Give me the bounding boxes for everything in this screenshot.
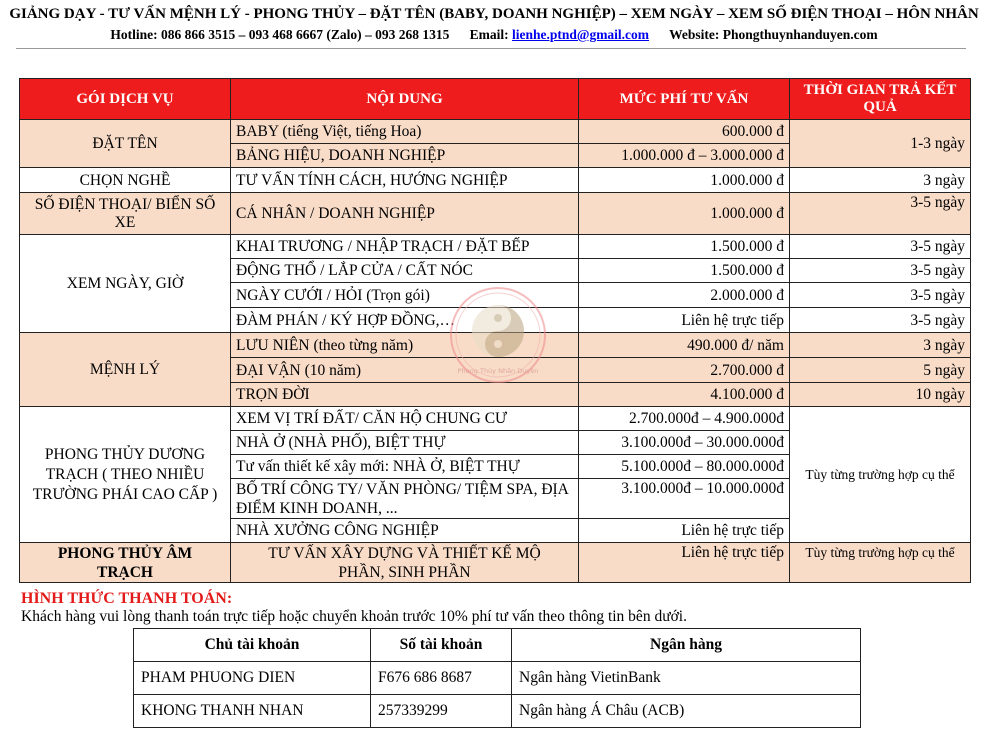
row-content: ĐÀM PHÁN / KÝ HỢP ĐỒNG,…: [231, 308, 579, 333]
row-content: NHÀ XƯỞNG CÔNG NGHIỆP: [231, 519, 579, 543]
row-time: 3-5 ngày: [790, 193, 971, 235]
payment-title: HÌNH THỨC THANH TOÁN:: [21, 590, 233, 607]
website: Website: Phongthuynhanduyen.com: [669, 27, 878, 42]
row-fee: Liên hệ trực tiếp: [579, 308, 790, 333]
contact-line: [0, 27, 988, 43]
row-fee: 3.100.000đ – 10.000.000đ: [579, 479, 790, 519]
row-content: ĐỘNG THỔ / LẮP CỬA / CẤT NÓC: [231, 259, 579, 283]
services-line: GIẢNG DẠY - TƯ VẤN MỆNH LÝ - PHONG THỦY – ĐẶT TÊN (BABY, DOANH NGHIỆP) – XEM NGÀY – XEM SỐ ĐIỆN THOẠI – HÔN NHÂN: [9, 6, 979, 22]
account-owner: KHONG THANH NHAN: [134, 695, 371, 728]
row-content: Tư vấn thiết kế xây mới: NHÀ Ở, BIỆT THỰ: [231, 455, 579, 479]
email-label: Email:: [469, 27, 509, 42]
row-content: NGÀY CƯỚI / HỎI (Trọn gói): [231, 283, 579, 308]
table-row: [20, 407, 971, 431]
row-time: 3 ngày: [790, 333, 971, 358]
col-header-time: THỜI GIAN TRẢ KẾT QUẢ: [790, 79, 971, 120]
row-fee: Liên hệ trực tiếp: [579, 543, 790, 583]
group-naming: ĐẶT TÊN: [20, 120, 231, 168]
row-fee: 1.000.000 đ: [579, 168, 790, 193]
account-bank: Ngân hàng VietinBank: [512, 662, 861, 695]
row-time: Tùy từng trường hợp cụ thể: [790, 543, 971, 583]
group-date-selection: XEM NGÀY, GIỜ: [20, 235, 231, 333]
row-content: CÁ NHÂN / DOANH NGHIỆP: [231, 193, 579, 235]
table-row: [20, 235, 971, 259]
row-content: KHAI TRƯƠNG / NHẬP TRẠCH / ĐẶT BẾP: [231, 235, 579, 259]
col-header-owner: Chủ tài khoản: [134, 629, 371, 662]
row-fee: 490.000 đ/ năm: [579, 333, 790, 358]
row-content: TRỌN ĐỜI: [231, 383, 579, 407]
row-fee: 1.500.000 đ: [579, 235, 790, 259]
row-fee: 2.700.000đ – 4.900.000đ: [579, 407, 790, 431]
row-content: LƯU NIÊN (theo từng năm): [231, 333, 579, 358]
row-fee: 600.000 đ: [579, 120, 790, 144]
table-row: [20, 168, 971, 193]
account-owner: PHAM PHUONG DIEN: [134, 662, 371, 695]
row-content: TƯ VẤN TÍNH CÁCH, HƯỚNG NGHIỆP: [231, 168, 579, 193]
row-fee: 1.000.000 đ – 3.000.000 đ: [579, 144, 790, 168]
row-time: 3-5 ngày: [790, 259, 971, 283]
table-row: [20, 120, 971, 144]
row-fee: 2.000.000 đ: [579, 283, 790, 308]
account-number: F676 686 8687: [371, 662, 512, 695]
row-content: TƯ VẤN XÂY DỰNG VÀ THIẾT KẾ MỘ PHẦN, SINH PHẦN: [231, 543, 579, 583]
table-row: [20, 193, 971, 235]
row-time: 3-5 ngày: [790, 283, 971, 308]
group-destiny: MỆNH LÝ: [20, 333, 231, 407]
row-fee: 5.100.000đ – 80.000.000đ: [579, 455, 790, 479]
table-row: [20, 333, 971, 358]
row-content: NHÀ Ở (NHÀ PHỐ), BIỆT THỰ: [231, 431, 579, 455]
hotline: Hotline: 086 866 3515 – 093 468 6667 (Zalo) – 093 268 1315: [110, 27, 450, 42]
col-header-number: Số tài khoản: [371, 629, 512, 662]
table-row: [134, 662, 861, 695]
header-divider: [16, 48, 966, 49]
service-price-table: [19, 78, 971, 583]
row-content: BABY (tiếng Việt, tiếng Hoa): [231, 120, 579, 144]
row-time: 10 ngày: [790, 383, 971, 407]
group-phone-plate: SỐ ĐIỆN THOẠI/ BIỂN SỐ XE: [20, 193, 231, 235]
col-header-fee: MỨC PHÍ TƯ VẤN: [579, 79, 790, 120]
bank-account-table: [133, 628, 861, 728]
account-number: 257339299: [371, 695, 512, 728]
account-bank: Ngân hàng Á Châu (ACB): [512, 695, 861, 728]
group-yang-fengshui: PHONG THỦY DƯƠNG TRẠCH ( THEO NHIỀU TRƯỜNG PHÁI CAO CẤP ): [20, 407, 231, 543]
group-career: CHỌN NGHỀ: [20, 168, 231, 193]
email-link[interactable]: lienhe.ptnd@gmail.com: [511, 27, 650, 42]
row-content: BẢNG HIỆU, DOANH NGHIỆP: [231, 144, 579, 168]
row-fee: 4.100.000 đ: [579, 383, 790, 407]
col-header-package: GÓI DỊCH VỤ: [20, 79, 231, 120]
watermark-text: Phong Thủy Nhân Duyên: [457, 367, 539, 375]
row-time: 3-5 ngày: [790, 235, 971, 259]
row-fee: Liên hệ trực tiếp: [579, 519, 790, 543]
group-yin-fengshui: PHONG THỦY ÂM TRẠCH: [20, 543, 231, 583]
col-header-bank: Ngân hàng: [512, 629, 861, 662]
payment-note: Khách hàng vui lòng thanh toán trực tiếp hoặc chuyển khoản trước 10% phí tư vấn theo thông tin bên dưới.: [21, 608, 687, 625]
row-time: 3-5 ngày: [790, 308, 971, 333]
table-row: [134, 695, 861, 728]
col-header-content: NỘI DUNG: [231, 79, 579, 120]
row-time: 5 ngày: [790, 358, 971, 383]
table-row: [20, 543, 971, 583]
row-fee: 3.100.000đ – 30.000.000đ: [579, 431, 790, 455]
row-fee: 2.700.000 đ: [579, 358, 790, 383]
row-content: XEM VỊ TRÍ ĐẤT/ CĂN HỘ CHUNG CƯ: [231, 407, 579, 431]
row-time: Tùy từng trường hợp cụ thể: [790, 407, 971, 543]
row-time: 3 ngày: [790, 168, 971, 193]
row-fee: 1.500.000 đ: [579, 259, 790, 283]
row-content: ĐẠI VẬN (10 năm): [231, 358, 579, 383]
row-fee: 1.000.000 đ: [579, 193, 790, 235]
row-time: 1-3 ngày: [790, 120, 971, 168]
row-content: BỐ TRÍ CÔNG TY/ VĂN PHÒNG/ TIỆM SPA, ĐỊA ĐIỂM KINH DOANH, ...: [231, 479, 579, 519]
